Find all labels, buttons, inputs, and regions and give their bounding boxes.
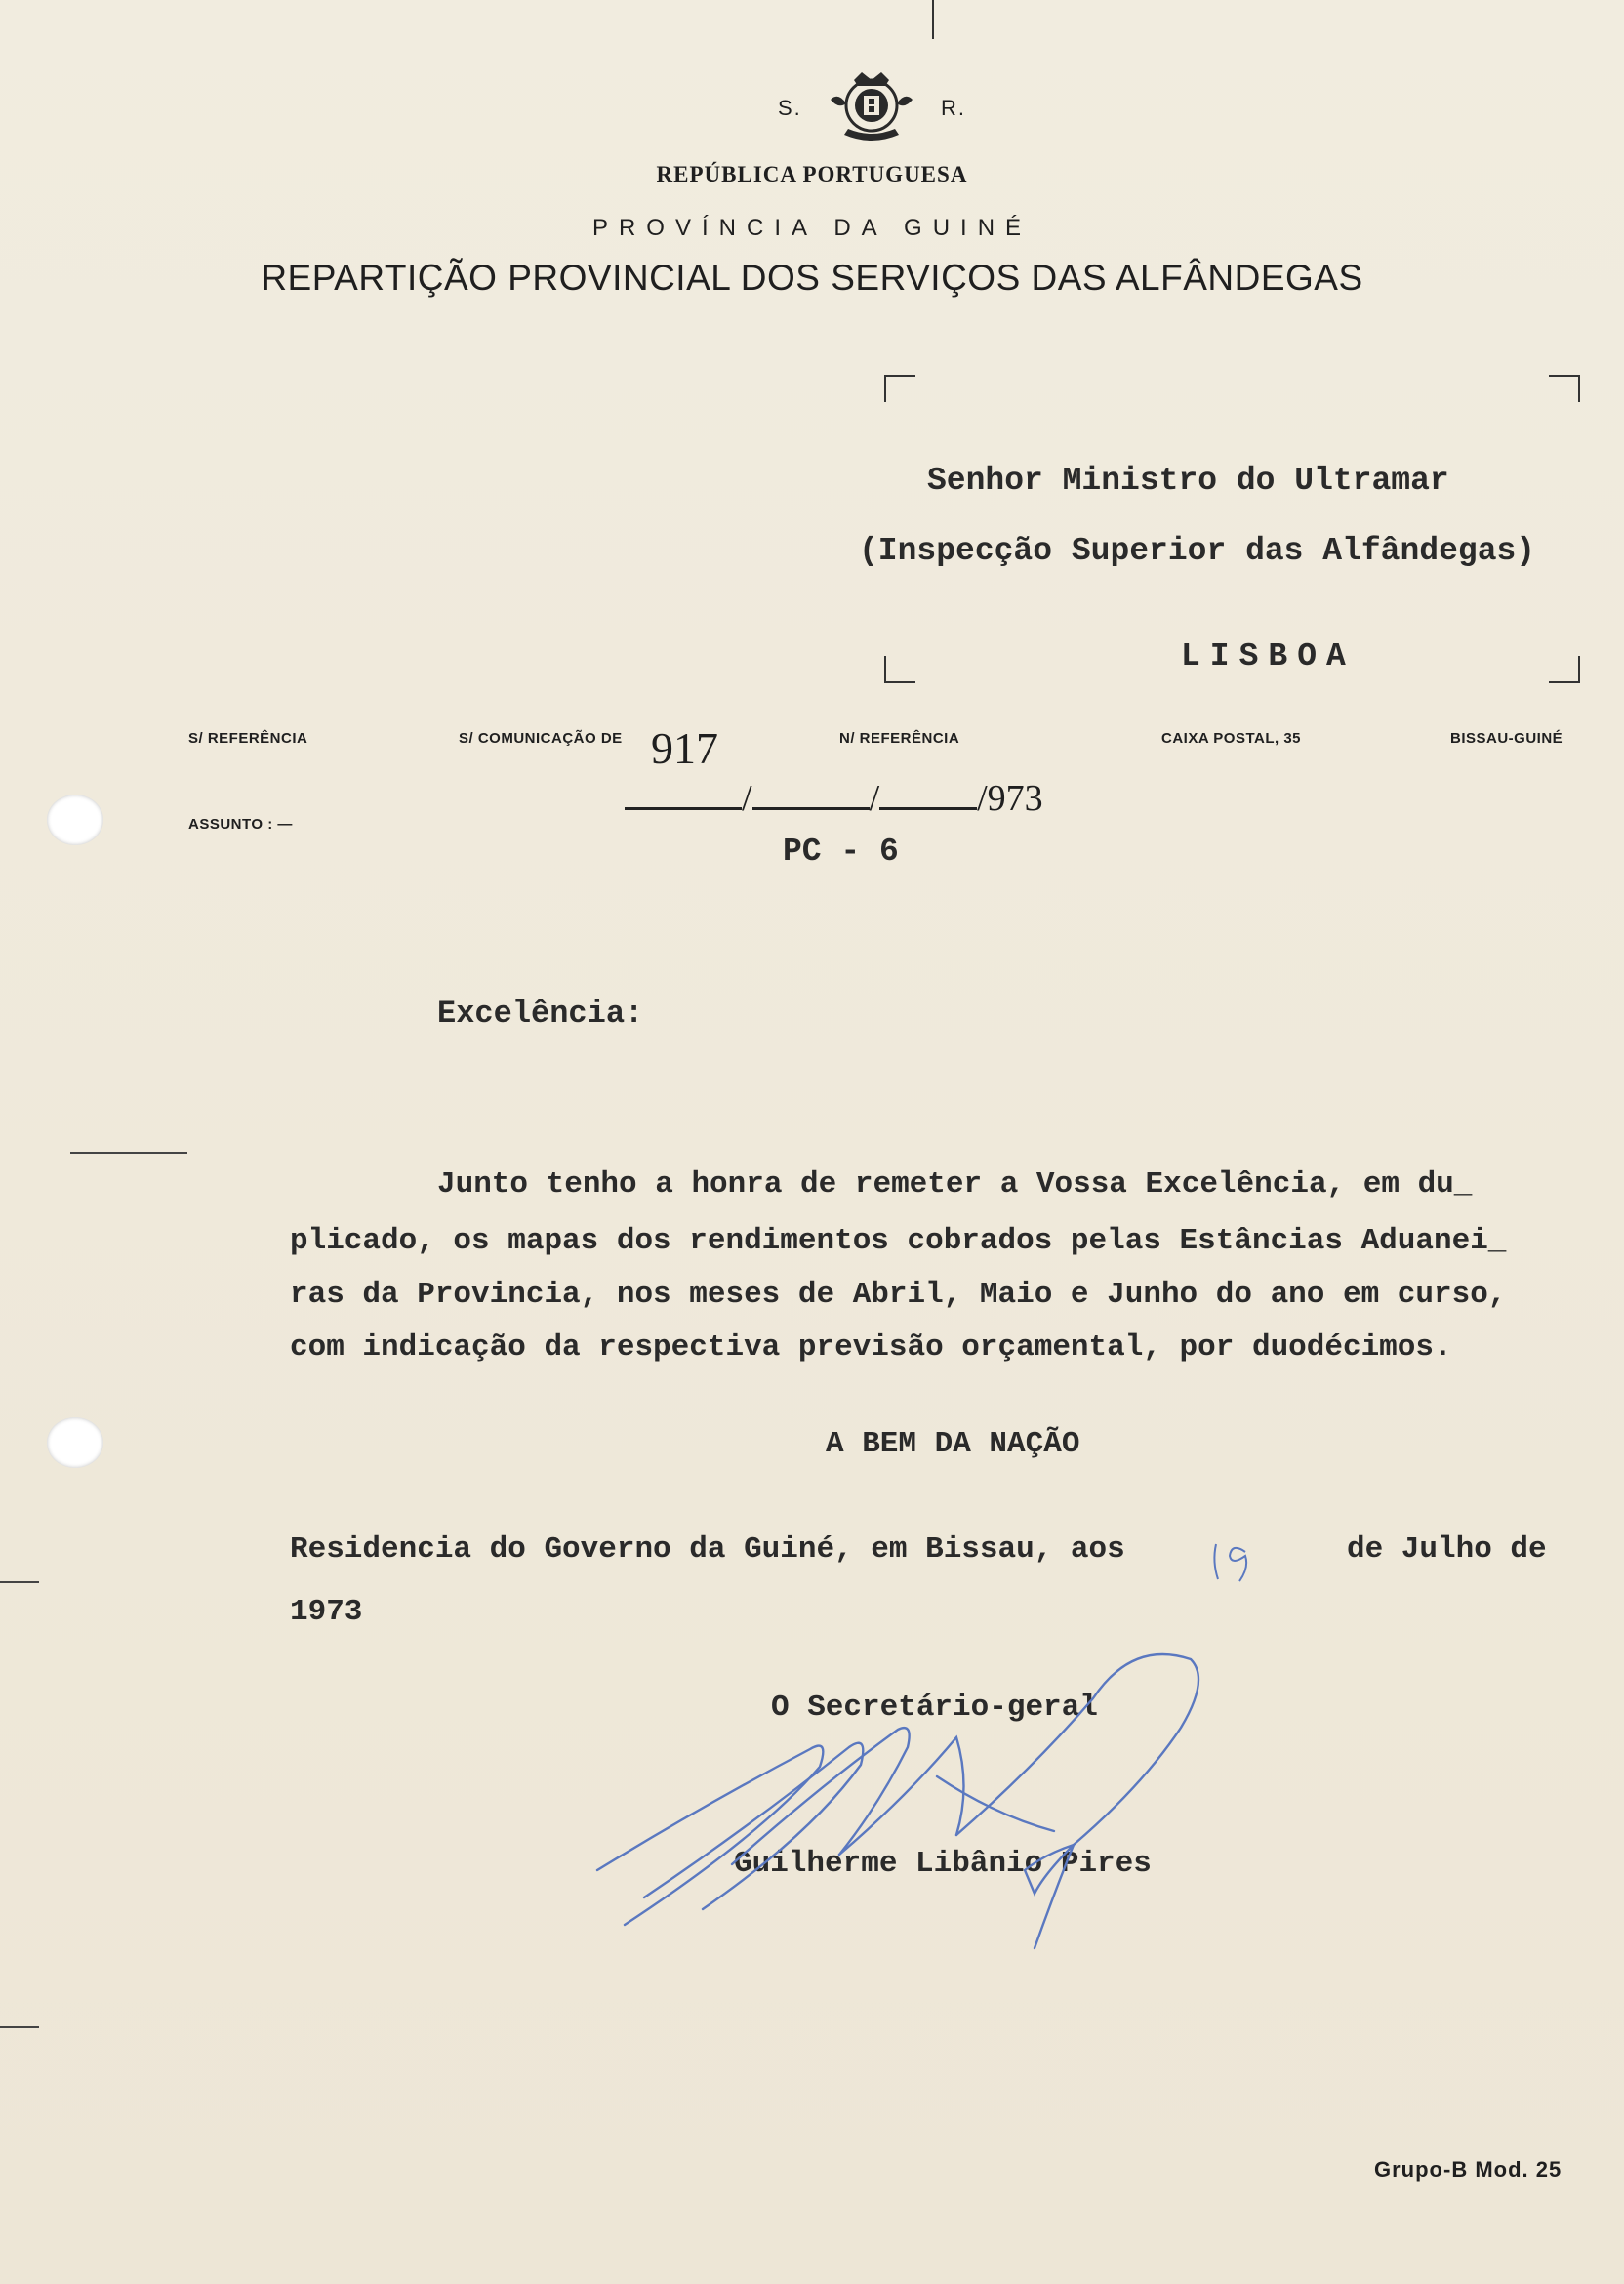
- coat-of-arms-icon: [825, 70, 918, 148]
- margin-mark: [0, 1581, 39, 1583]
- address-corner-bottom-right: [1549, 656, 1580, 683]
- date-month: de Julho de: [1347, 1532, 1547, 1567]
- form-code: Grupo-B Mod. 25: [1374, 2157, 1563, 2182]
- sr-right: R.: [941, 96, 966, 120]
- closing-formula: A BEM DA NAÇÃO: [826, 1427, 1080, 1461]
- address-corner-top-right: [1549, 375, 1580, 402]
- residencia-line: Residencia do Governo da Guiné, em Bissau, aos: [290, 1532, 1125, 1567]
- bissau-label: BISSAU-GUINÉ: [1450, 730, 1563, 747]
- republica-heading: REPÚBLICA PORTUGUESA: [656, 162, 968, 186]
- body-line-4: com indicação da respectiva previsão orçamental, por duodécimos.: [290, 1330, 1452, 1365]
- sr-left: S.: [778, 96, 802, 120]
- date-field: / / /973: [625, 777, 1043, 820]
- body-line-3: ras da Provincia, nos meses de Abril, Maio e Junho do ano em curso,: [290, 1278, 1507, 1312]
- signatory-name: Guilherme Libânio Pires: [734, 1847, 1152, 1881]
- provincia-heading: PROVÍNCIA DA GUINÉ: [591, 215, 1033, 241]
- margin-mark: [70, 1152, 187, 1154]
- handwritten-day: [1210, 1534, 1259, 1587]
- punch-hole: [47, 1417, 103, 1468]
- s-comunicacao-label: S/ COMUNICAÇÃO DE: [459, 730, 623, 747]
- salutation: Excelência:: [437, 996, 644, 1032]
- date-year-line: 1973: [290, 1595, 363, 1629]
- punch-hole: [47, 795, 103, 845]
- address-city: LISBOA: [1181, 638, 1356, 674]
- signatory-title: O Secretário-geral: [771, 1691, 1098, 1725]
- handwritten-signature: [586, 1640, 1210, 1972]
- address-corner-top-left: [884, 375, 915, 402]
- fold-mark: [932, 0, 934, 39]
- reparticao-heading: REPARTIÇÃO PROVINCIAL DOS SERVIÇOS DAS ALFÂNDEGAS: [261, 258, 1363, 298]
- date-year-blank: [879, 807, 977, 810]
- address-line-2: (Inspecção Superior das Alfândegas): [859, 533, 1536, 569]
- assunto-label: ASSUNTO : —: [188, 816, 293, 833]
- body-line-2: plicado, os mapas dos rendimentos cobrados pelas Estâncias Aduanei_: [290, 1224, 1507, 1258]
- caixa-postal-label: CAIXA POSTAL, 35: [1161, 730, 1302, 747]
- comunicacao-number: 917: [651, 723, 718, 773]
- address-corner-bottom-left: [884, 656, 915, 683]
- n-referencia-label: N/ REFERÊNCIA: [839, 730, 960, 747]
- date-day-blank: [625, 807, 742, 810]
- s-referencia-label: S/ REFERÊNCIA: [188, 730, 308, 747]
- margin-mark: [0, 2026, 39, 2028]
- address-line-1: Senhor Ministro do Ultramar: [927, 463, 1449, 499]
- date-month-blank: [752, 807, 870, 810]
- pc-reference: PC - 6: [783, 834, 899, 870]
- date-year: /973: [977, 778, 1043, 819]
- body-line-1: Junto tenho a honra de remeter a Vossa Excelência, em du_: [437, 1167, 1473, 1202]
